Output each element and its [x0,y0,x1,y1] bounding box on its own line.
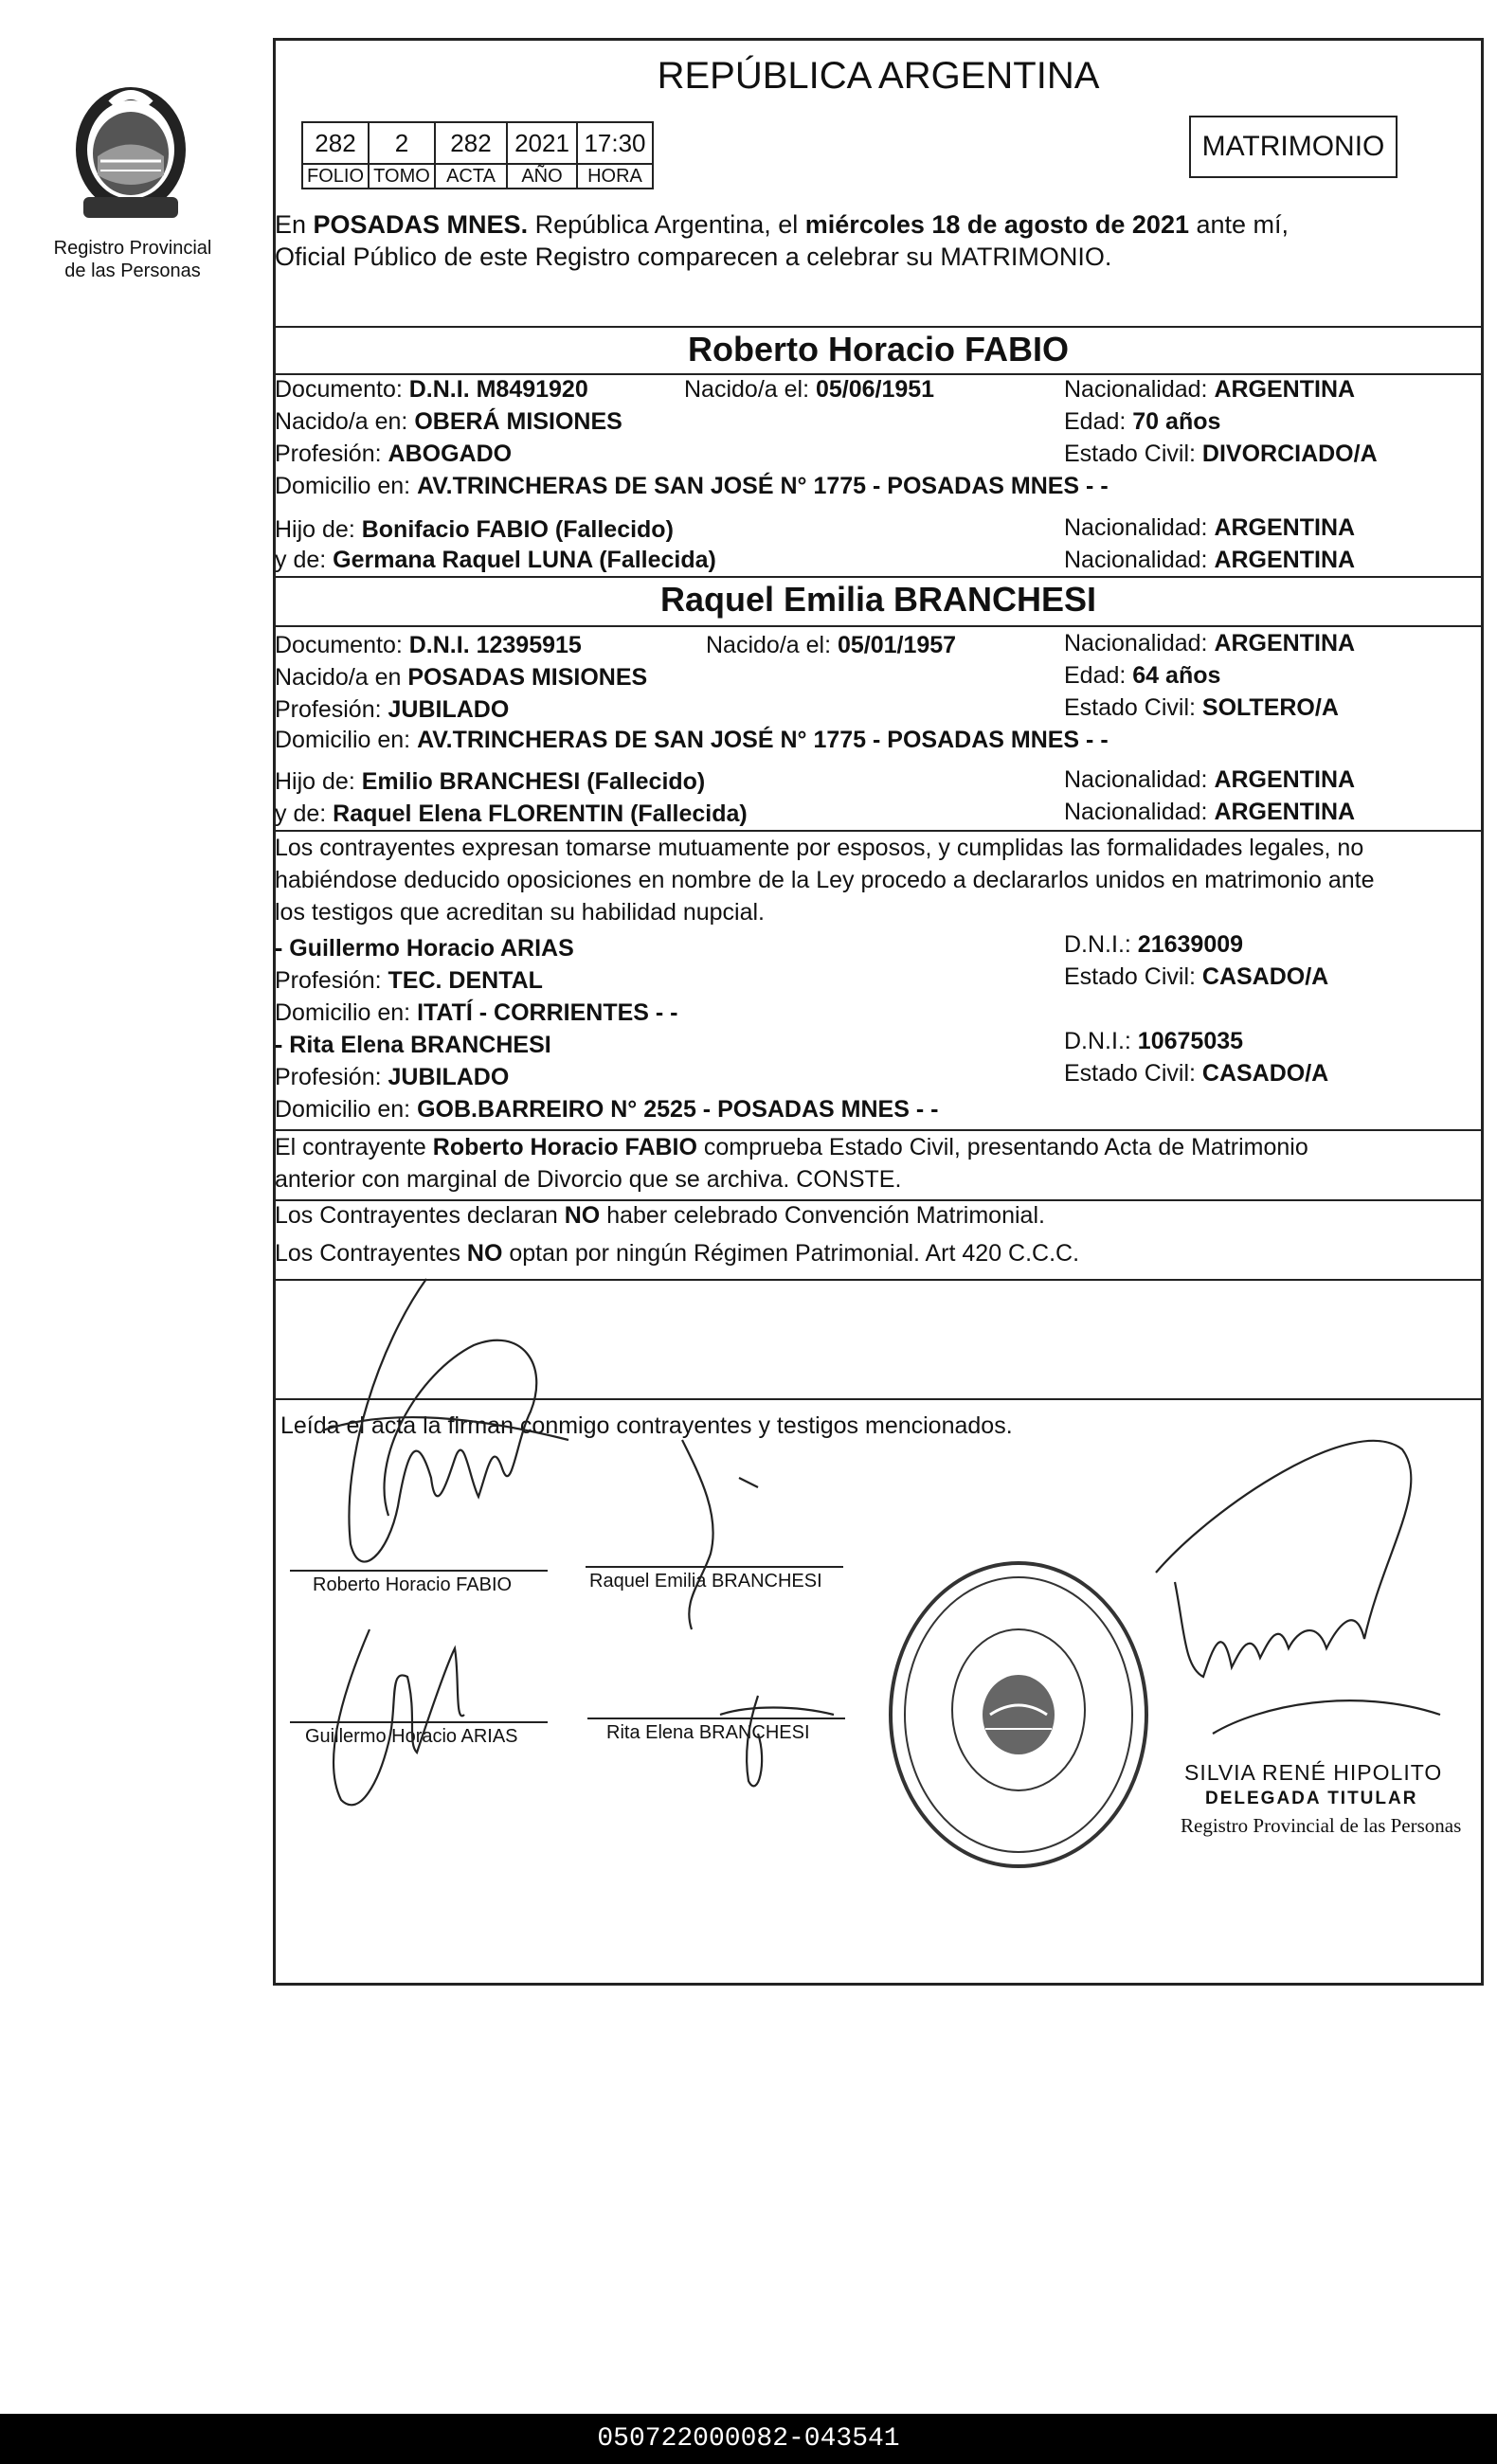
act-type-box [1189,116,1398,178]
signature-caption-3: Guillermo Horacio ARIAS [305,1726,518,1747]
witness2-address: Domicilio en: GOB.BARREIRO N° 2525 - POSADAS MNES - - [275,1096,939,1123]
official-name: SILVIA RENÉ HIPOLITO [1184,1760,1443,1785]
signature-caption-1: Roberto Horacio FABIO [313,1574,513,1595]
witness1-name: - Guillermo Horacio ARIAS [275,935,574,962]
spouse2-father: Hijo de: Emilio BRANCHESI (Fallecido) [275,768,706,795]
official-title: DELEGADA TITULAR [1205,1789,1418,1808]
spouse2-mother-nationality: Nacionalidad: ARGENTINA [1064,799,1356,825]
spouse2-nationality: Nacionalidad: ARGENTINA [1064,630,1356,656]
witness1-dni: D.N.I.: 21639009 [1064,931,1244,958]
spouse1-birthplace: Nacido/a en: OBERÁ MISIONES [275,408,622,435]
registry-caption-2: de las Personas [64,261,201,281]
folio-label: FOLIO [306,166,364,187]
year-value: 2021 [508,123,576,165]
spouse1-mother: y de: Germana Raquel LUNA (Fallecida) [275,547,716,573]
tomo-label: TOMO [373,166,430,187]
official-organization: Registro Provincial de las Personas [1181,1814,1462,1837]
spouse1-birthdate: Nacido/a el: 05/06/1951 [684,376,935,403]
hour-box [576,121,654,189]
witness2-profession: Profesión: JUBILADO [275,1064,510,1090]
intro-line-2: Oficial Público de este Registro comparecen a celebrar su MATRIMONIO. [275,243,1112,271]
declaration-line-1: Los contrayentes expresan tomarse mutuamente por esposos, y cumplidas las formalidades legales, no [275,835,1364,861]
spouse2-document: Documento: D.N.I. 12395915 [275,632,582,658]
signature-caption-2: Raquel Emilia BRANCHESI [589,1571,822,1592]
year-box [506,121,578,189]
closing-statement: Leída el acta la firman conmigo contrayentes y testigos mencionados. [280,1412,1013,1439]
witness2-dni: D.N.I.: 10675035 [1064,1028,1244,1054]
witness1-address: Domicilio en: ITATÍ - CORRIENTES - - [275,999,678,1026]
folio-box [301,121,370,189]
spouse1-civil-status: Estado Civil: DIVORCIADO/A [1064,441,1378,467]
registry-caption-1: Registro Provincial [53,238,212,259]
spouse1-nationality: Nacionalidad: ARGENTINA [1064,376,1356,403]
spouse2-birthdate: Nacido/a el: 05/01/1957 [706,632,957,658]
spouse2-birthplace: Nacido/a en POSADAS MISIONES [275,664,648,691]
intro-line-1: En POSADAS MNES. República Argentina, el miércoles 18 de agosto de 2021 ante mí, [275,210,1290,239]
country-title: REPÚBLICA ARGENTINA [657,55,1100,97]
tomo-box [368,121,436,189]
spouse2-age: Edad: 64 años [1064,662,1221,689]
folio-value: 282 [303,123,368,165]
declaration-line-3: los testigos que acreditan su habilidad nupcial. [275,899,766,926]
witness2-name: - Rita Elena BRANCHESI [275,1032,551,1058]
spouse2-profession: Profesión: JUBILADO [275,696,510,723]
convention-line-1: Los Contrayentes declaran NO haber celebrado Convención Matrimonial. [275,1202,1045,1229]
registry-emblem [45,66,216,232]
spouse1-name: Roberto Horacio FABIO [687,330,1070,369]
convention-line-2: Los Contrayentes NO optan por ningún Régimen Patrimonial. Art 420 C.C.C. [275,1240,1080,1267]
acta-label: ACTA [446,166,496,187]
document-footer-code: 050722000082-043541 [0,2414,1497,2464]
spouse1-address: Domicilio en: AV.TRINCHERAS DE SAN JOSÉ N° 1775 - POSADAS MNES - - [275,473,1109,499]
civil-status-note-line-2: anterior con marginal de Divorcio que se archiva. CONSTE. [275,1166,902,1193]
declaration-line-2: habiéndose deducido oposiciones en nombre de la Ley procedo a declararlos unidos en matrimonio ante [275,867,1375,893]
spouse2-civil-status: Estado Civil: SOLTERO/A [1064,694,1339,721]
act-type: MATRIMONIO [1201,131,1385,162]
spouse1-father: Hijo de: Bonifacio FABIO (Fallecido) [275,516,674,543]
official-stamp [881,1554,1156,1876]
spouse2-name: Raquel Emilia BRANCHESI [659,580,1097,619]
witness1-civil-status: Estado Civil: CASADO/A [1064,963,1329,990]
civil-status-note-line-1: El contrayente Roberto Horacio FABIO comprueba Estado Civil, presentando Acta de Matrimonio [275,1134,1308,1160]
spouse1-age: Edad: 70 años [1064,408,1221,435]
spouse1-mother-nationality: Nacionalidad: ARGENTINA [1064,547,1356,573]
hour-value: 17:30 [578,123,652,165]
witness2-civil-status: Estado Civil: CASADO/A [1064,1060,1329,1087]
signature-caption-4: Rita Elena BRANCHESI [606,1722,810,1743]
spouse1-document: Documento: D.N.I. M8491920 [275,376,588,403]
spouse2-mother: y de: Raquel Elena FLORENTIN (Fallecida) [275,800,748,827]
tomo-value: 2 [370,123,434,165]
spouse2-address: Domicilio en: AV.TRINCHERAS DE SAN JOSÉ N° 1775 - POSADAS MNES - - [275,727,1109,753]
year-label: AÑO [521,166,563,187]
spouse2-father-nationality: Nacionalidad: ARGENTINA [1064,766,1356,793]
acta-value: 282 [436,123,506,165]
spouse1-profession: Profesión: ABOGADO [275,441,513,467]
acta-box [434,121,508,189]
spouse1-father-nationality: Nacionalidad: ARGENTINA [1064,514,1356,541]
hour-label: HORA [587,166,642,187]
witness1-profession: Profesión: TEC. DENTAL [275,967,543,994]
